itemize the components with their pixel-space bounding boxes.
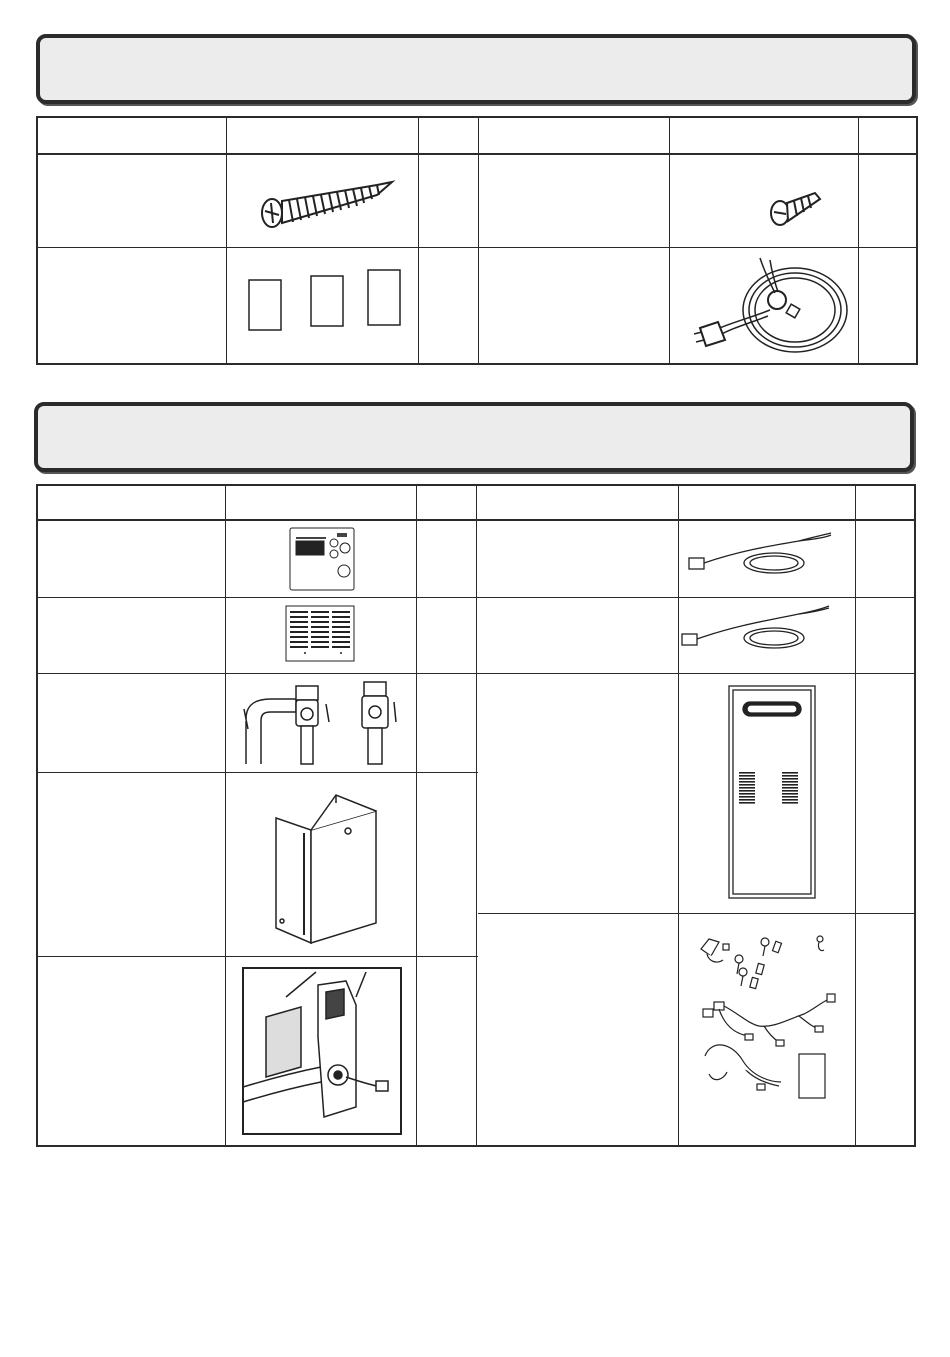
table-row	[38, 674, 225, 772]
vent-slot	[782, 790, 798, 792]
louver-slot	[311, 616, 329, 618]
louver-slot	[332, 621, 350, 623]
header-qty	[419, 118, 478, 153]
table-row	[479, 155, 669, 247]
table-cell-qty	[856, 914, 914, 1145]
table-row	[477, 598, 678, 673]
vent-slot	[739, 799, 755, 801]
louver-slot	[290, 611, 308, 613]
section-2-banner	[34, 402, 914, 472]
louver-slot	[311, 631, 329, 633]
table-cell-picture	[226, 521, 416, 597]
section-1-table	[36, 116, 918, 365]
louver-slot	[332, 646, 350, 648]
louver-slot	[332, 626, 350, 628]
header-part-name	[38, 486, 225, 519]
vent-slot	[782, 781, 798, 783]
louver-slot	[311, 641, 329, 643]
vent-slot	[739, 784, 755, 786]
louver-slot	[332, 611, 350, 613]
vent-slot	[739, 793, 755, 795]
sensor-cable-icon	[679, 598, 855, 673]
control-wall-box-icon	[226, 957, 416, 1145]
louver-slot	[290, 646, 308, 648]
table-row	[38, 957, 225, 1145]
header-picture	[226, 486, 416, 519]
louver-slot	[290, 616, 308, 618]
louver-slot	[332, 636, 350, 638]
header-qty	[859, 118, 916, 153]
recess-box-icon	[679, 674, 855, 913]
table-row	[38, 773, 225, 956]
louver-slot	[290, 631, 308, 633]
vent-slot	[739, 778, 755, 780]
section-2-table	[36, 484, 916, 1147]
header-qty	[856, 486, 914, 519]
table-row	[38, 155, 226, 247]
louver-slot	[332, 641, 350, 643]
vent-slot	[739, 775, 755, 777]
table-cell-picture	[679, 521, 855, 597]
louver-slot	[290, 636, 308, 638]
table-cell-qty	[417, 773, 476, 956]
table-cell-picture	[227, 248, 418, 363]
vent-slot	[782, 784, 798, 786]
table-cell-qty	[856, 598, 914, 673]
vent-slot	[739, 790, 755, 792]
table-cell-qty	[419, 155, 478, 247]
table-row	[38, 521, 225, 597]
table-cell-picture	[226, 773, 416, 956]
sensor-cable-icon	[679, 521, 855, 597]
remote-controller-icon	[226, 521, 416, 597]
vent-slot	[782, 775, 798, 777]
vent-cover-icon	[226, 598, 416, 673]
manuals-icon	[227, 248, 418, 363]
table-cell-qty	[417, 598, 476, 673]
table-cell-qty	[856, 674, 914, 913]
table-cell-picture	[670, 248, 858, 363]
vent-slot	[782, 787, 798, 789]
power-cord-icon	[670, 248, 858, 363]
table-cell-qty	[417, 674, 476, 772]
vent-slot	[782, 796, 798, 798]
header-part-name	[479, 118, 669, 153]
louver-slot	[311, 626, 329, 628]
wiring-kit-icon	[679, 914, 855, 1145]
table-cell-qty	[859, 155, 916, 247]
louver-slot	[311, 636, 329, 638]
table-cell-picture	[679, 674, 855, 913]
pipe-cover-icon	[226, 773, 416, 956]
louver-slot	[311, 646, 329, 648]
table-cell-qty	[856, 521, 914, 597]
header-picture	[227, 118, 418, 153]
vent-slot	[739, 796, 755, 798]
isolation-valves-icon	[226, 674, 416, 772]
louver-slot	[332, 616, 350, 618]
vent-slot	[782, 799, 798, 801]
table-row	[38, 248, 226, 363]
section-1-banner	[36, 34, 916, 104]
louver-slot	[311, 611, 329, 613]
vent-slot	[739, 787, 755, 789]
vent-slot	[782, 778, 798, 780]
table-cell-qty	[417, 521, 476, 597]
header-picture	[679, 486, 855, 519]
louver-slot	[290, 641, 308, 643]
table-cell-picture	[226, 957, 416, 1145]
table-row	[479, 248, 669, 363]
table-row	[38, 598, 225, 673]
machine-screw-icon	[670, 155, 858, 247]
vent-slot	[782, 793, 798, 795]
table-cell-picture	[679, 598, 855, 673]
vent-slot	[739, 772, 755, 774]
louver-slot	[290, 626, 308, 628]
louver-slot	[290, 621, 308, 623]
header-part-name	[38, 118, 226, 153]
louver-slot	[332, 631, 350, 633]
table-row	[477, 521, 678, 597]
louver-slot	[311, 621, 329, 623]
table-row	[477, 674, 678, 913]
table-cell-picture	[226, 674, 416, 772]
header-picture	[670, 118, 858, 153]
table-cell-qty	[859, 248, 916, 363]
vent-slot	[739, 802, 755, 804]
table-cell-picture	[227, 155, 418, 247]
header-qty	[417, 486, 476, 519]
table-cell-picture	[226, 598, 416, 673]
table-cell-picture	[679, 914, 855, 1145]
table-cell-qty	[417, 957, 476, 1145]
vent-slot	[782, 772, 798, 774]
table-cell-picture	[670, 155, 858, 247]
tapping-screw-icon	[227, 155, 418, 247]
table-row	[477, 914, 678, 1145]
table-cell-qty	[419, 248, 478, 363]
header-part-name	[477, 486, 678, 519]
vent-slot	[782, 802, 798, 804]
vent-slot	[739, 781, 755, 783]
